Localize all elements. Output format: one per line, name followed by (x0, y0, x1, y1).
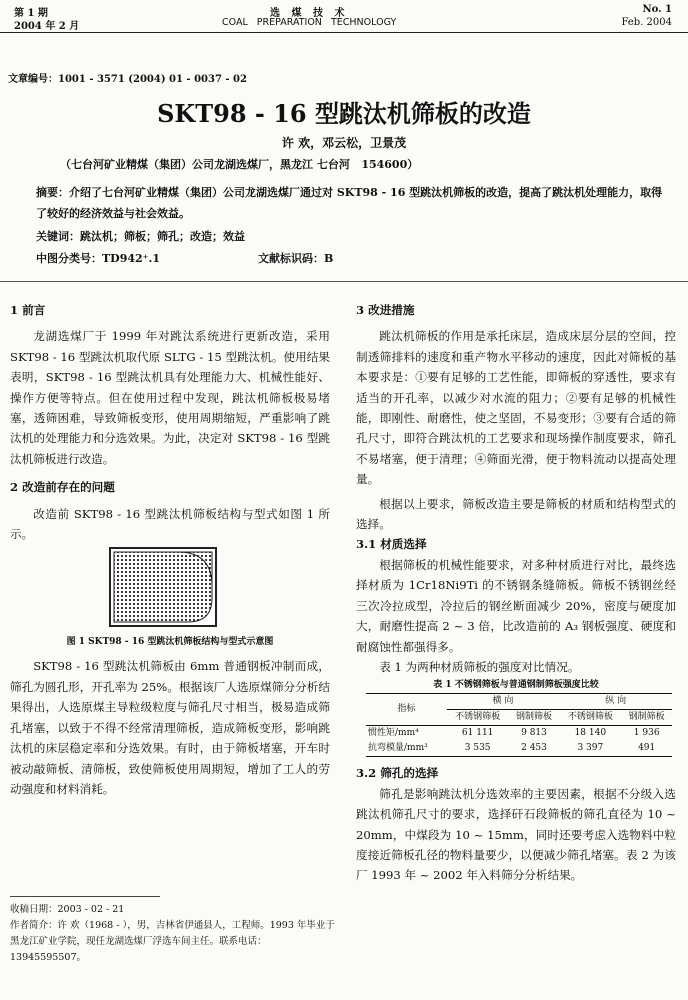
section-2-title: 2 改造前存在的问题 (10, 480, 115, 495)
table-group-transverse: 横 向 (447, 694, 560, 710)
table-row (366, 741, 672, 757)
table-cell: 18 140 (574, 728, 607, 739)
left-column (10, 300, 330, 799)
issue-number: 第 1 期 (14, 8, 48, 19)
section-3-1-paragraph-2: 表 1 为两种材质筛板的强度对比情况。 (379, 659, 580, 674)
journal-title-en: COAL PREPARATION TECHNOLOGY (222, 17, 397, 28)
authors: 许 欢，邓云松，卫景茂 (281, 136, 407, 150)
section-2-paragraph-2: SKT98 - 16 型跳汰机筛板由 6mm 普通钢板冲制而成，筛孔为圆孔形，开孔率为 25%。根据该厂人选原煤筛分分析结果得出，人选原煤主导粒级粒度与筛孔尺寸相当，极易造成筛孔堵塞，以致于不得不经常清理筛板，造成筛板变形，影响跳汰机的床层稳定率和分选效果。有时，由于筛板堵塞，开车时被动敲筛板、清筛板，致使筛板使用周期短，增加了工人的劳动强度和材料消耗。 (10, 659, 330, 796)
clc-number: 中图分类号：TD942⁺.1 (36, 252, 160, 265)
figure-1-caption: 图 1 SKT98 - 16 型跳汰机筛板结构与型式示意图 (66, 637, 274, 648)
section-3-1-title: 3.1 材质选择 (356, 537, 427, 552)
footnote (10, 902, 336, 966)
issue-no-en: No. 1 (642, 4, 672, 15)
table-cell: 1 936 (633, 728, 660, 739)
table-cell: 61 111 (461, 728, 494, 739)
table-cell: 2 453 (521, 743, 547, 754)
figure-1 (108, 546, 218, 628)
section-3-paragraph-2: 根据以上要求，筛板改造主要是筛板的材质和结构型式的选择。 (356, 496, 676, 532)
author-bio: 作者简介：许 欢（1968 - ），男，吉林省伊通县人，工程师。1993 年毕业于黑龙江矿业学院，现任龙湖选煤厂浮选车间主任。联系电话：13945595507。 (10, 920, 335, 963)
section-3-1-paragraph-1: 根据筛板的机械性能要求，对多种材质进行对比，最终选择材质为 1Cr18Ni9Ti 的不锈钢条缝筛板。筛板不锈钢丝经三次冷拉成型，冷拉后的钢丝断面减少 20%，密度与硬度加大，耐磨性提高 2 ~ 3 倍，比改造前的 A₃ 钢板强度、硬度和耐腐蚀性都强得多。 (356, 557, 676, 654)
section-3-paragraph-1: 跳汰机筛板的作用是承托床层，造成床层分层的空间，控制透筛排料的速度和重产物水平移动的速度，因此对筛板的基本要求是：①要有足够的工艺性能，即筛板的穿透性，要求有适当的开孔率，以减少对水流的阻力；②要有足够的机械性能，即刚性、耐磨性，使之坚固，不易变形；③要有合适的筛孔尺寸，即符合跳汰机的工艺要求和现场操作制度要求，筛孔不易堵塞，便于清理；④筛面光滑，便于物料流动以提高处理量。 (356, 329, 676, 487)
table-cell: 3 535 (464, 743, 491, 754)
footnote-rule (10, 896, 160, 897)
table-cell: 3 397 (577, 743, 604, 754)
table-index-header: 指标 (366, 694, 447, 726)
right-column (356, 300, 676, 886)
table-row-label: 惯性矩/mm⁴ (368, 728, 419, 739)
table-1 (366, 693, 672, 757)
table-row-label: 抗弯模量/mm³ (368, 743, 428, 754)
abstract: 摘要：介绍了七台河矿业精煤（集团）公司龙湖选煤厂通过对 SKT98 - 16 型跳汰机筛板的改造，提高了跳汰机处理能力，取得了较好的经济效益与社会效益。 (36, 186, 663, 220)
header-rule (0, 32, 688, 33)
table-subheader: 钢制筛板 (628, 712, 665, 723)
issue-date-en: Feb. 2004 (621, 17, 672, 28)
table-subheader: 钢制筛板 (515, 712, 552, 723)
section-1-paragraph: 龙湖选煤厂于 1999 年对跳汰系统进行更新改造，采用 SKT98 - 16 型跳汰机取代原 SLTG - 15 型跳汰机。使用结果表明，SKT98 - 16 型跳汰机具有处理能力大、机械性能好、操作方便等特点。但在使用过程中发现，跳汰机筛板极易堵塞，透筛困难，导致筛板变形，使用周期缩短，严重影响了跳汰机的处理能力和分选效果。为此，决定对 SKT98 - 16 型跳汰机筛板进行改造。 (10, 329, 330, 466)
table-group-longitudinal: 纵 向 (559, 694, 672, 710)
document-code: 文献标识码：B (258, 252, 334, 265)
affiliation: （七台河矿业精煤（集团）公司龙湖选煤厂，黑龙江 七台河 154600） (60, 158, 419, 171)
keywords: 关键词：跳汰机；筛板；筛孔；改造；效益 (36, 230, 245, 243)
section-3-2-paragraph: 筛孔是影响跳汰机分选效率的主要因素，根据不分级入选跳汰机筛孔尺寸的要求，选择矸石段筛板的筛孔直径为 10 ~ 20mm，中煤段为 10 ~ 15mm，同时还要考虑入选物料中粒度接近筛板孔径的物料量要少，以便减少筛孔堵塞。表 2 为该厂 1993 年 ~ 2002 年入料筛分分析结果。 (356, 786, 676, 883)
table-cell: 491 (638, 743, 656, 754)
section-3-2-title: 3.2 筛孔的选择 (356, 766, 439, 781)
table-row (366, 726, 672, 742)
frontmatter-rule (0, 281, 688, 282)
table-subheader: 不锈钢筛板 (455, 712, 501, 723)
journal-title-cn: 选 煤 技 术 (270, 8, 349, 19)
table-subheader: 不锈钢筛板 (567, 712, 613, 723)
article-number: 文章编号：1001 - 3571 (2004) 01 - 0037 - 02 (8, 74, 247, 85)
table-1-caption: 表 1 不锈钢筛板与普通钢制筛板强度比较 (433, 680, 599, 691)
issue-date: 2004 年 2 月 (14, 21, 80, 32)
section-2-paragraph-1: 改造前 SKT98 - 16 型跳汰机筛板结构与型式如图 1 所示。 (10, 506, 330, 542)
sieve-plate-diagram (108, 546, 218, 628)
section-3-title: 3 改进措施 (356, 303, 415, 317)
section-1-title: 1 前言 (10, 303, 46, 317)
article-title: SKT98 - 16 型跳汰机筛板的改造 (157, 99, 531, 128)
received-date: 收稿日期：2003 - 02 - 21 (10, 904, 125, 915)
table-cell: 9 813 (521, 728, 547, 739)
